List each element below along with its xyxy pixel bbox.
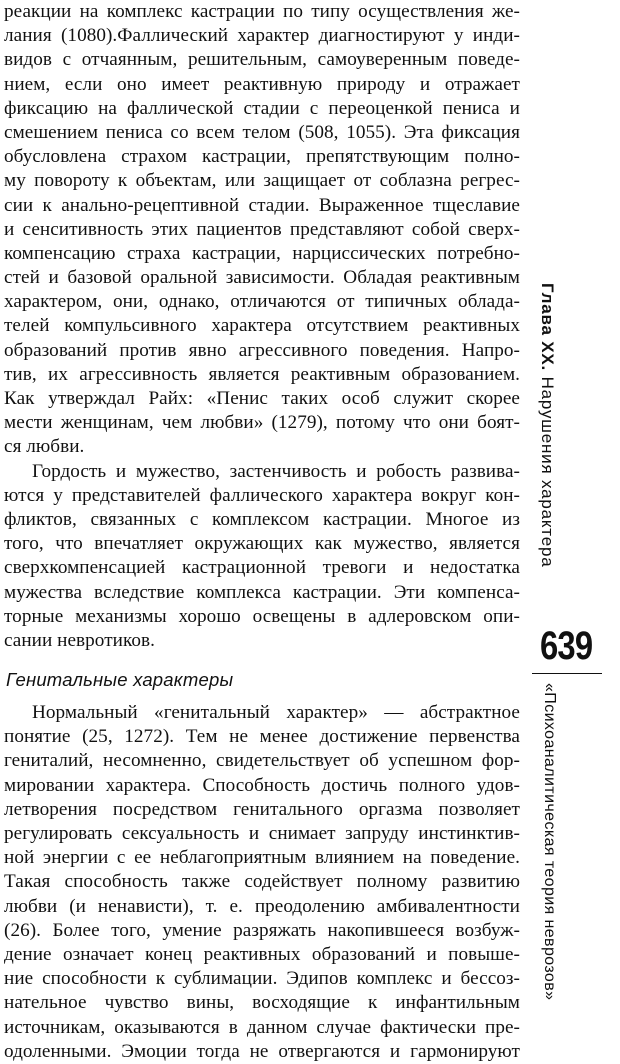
book-running-head [538,683,560,1001]
text-line: образований против явно агрессивного поведения. Напро- [4,339,520,361]
text-line: компенсацию страха кастрации, нарциссических потребно- [4,242,520,264]
paragraph-phallic-character [4,0,520,460]
text-line: видов с отчаянным, решительным, самоуверенным поведе- [4,49,520,71]
text-line: и сенситивность этих пациентов представляют собой сверх- [4,218,520,240]
text-line: смешением пениса со всем телом (508, 1055). Эта фиксация [4,121,520,143]
text-line: нием, если оно имеет реактивную природу и отражает [4,73,520,95]
text-line: сии к анально-рецептивной стадии. Выраженное тщеславие [4,194,520,216]
section-gap [4,653,520,667]
text-line: гениталий, несомненно, свидетельствует об успешном фор- [4,750,520,772]
paragraph-genital-character [4,701,520,1064]
text-line: сверхкомпенсацией кастрационной тревоги и недостатка [4,557,520,579]
chapter-running-head-text [536,283,558,567]
chapter-title: Нарушения характера [538,376,557,568]
text-line: телей компульсивного характера отсутствием реактивных [4,315,520,337]
book-title: «Психоаналитическая теория неврозов» [541,683,558,1001]
text-line: мести женщинам, чем любви» (1279), потому что они боят- [4,412,520,434]
text-line: понятие (25, 1272). Тем не менее достижение первенства [4,726,520,748]
text-line: фиксацию на фаллической стадии с переоценкой пениса и [4,97,520,119]
text-line: мужества вследствие комплекса кастрации. Эти компенса- [4,581,520,603]
text-line: ной энергии с ее неблагоприятным влиянием на поведение. [4,847,520,869]
text-line: любви (и ненависти), т. е. преодолению амбивалентности [4,895,520,917]
text-line: му повороту к объектам, или защищает от соблазна регрес- [4,170,520,192]
text-line: реакции на комплекс кастрации по типу осуществления же- [4,1,520,22]
text-line: одоленными. Эмоции тогда не отвергаются и гармонируют [4,1040,520,1062]
page-number: 639 [540,624,593,668]
text-line: ются у представителей фаллического характера вокруг кон- [4,484,520,506]
section-gap [4,693,520,701]
text-line: источникам, оказываются в данном случае фактически пре- [4,1016,520,1038]
text-line: сании невротиков. [4,629,155,651]
paragraph-pride-and-courage [4,460,520,654]
section-subheading: Генитальные характеры [6,669,234,691]
text-line: тив, их агрессивность является реактивным образованием. [4,363,520,385]
text-line: регулировать сексуальность и снимает запруду инстинктив- [4,823,520,844]
text-line: того, что впечатляет окружающих как мужество, является [4,533,520,555]
text-line: Такая способность также содействует полному развитию [4,871,520,893]
text-line: ся любви. [4,436,85,458]
text-line: фликтов, связанных с комплексом кастрации. Многое из [4,508,520,530]
page-number-rule [532,673,602,674]
main-text-column [4,0,520,1064]
text-line: лания (1080).Фаллический характер диагностируют у инди- [4,25,520,47]
text-line: Как утверждал Райх: «Пенис таких особ служит скорее [4,388,520,409]
chapter-label: Глава XX. [538,283,557,372]
text-line: стей и базовой оральной зависимости. Обладая реактивным [4,267,520,289]
chapter-running-head [536,283,558,613]
text-line: Гордость и мужество, застенчивость и робость развива- [32,460,520,482]
text-line: Нормальный «генитальный характер» — абстрактное [32,702,520,724]
text-line: торные механизмы хорошо освещены в адлеровском опи- [4,605,520,627]
text-line: ние способности к сублимации. Эдипов комплекс и бессоз- [4,968,520,990]
text-line: мировании характера. Способность достичь полного удов- [4,774,520,796]
text-line: дение означает конец реактивных образований и повыше- [4,943,520,965]
text-line: летворения посредством генитального оргазма позволяет [4,798,520,820]
text-line: характером, они, однако, отличаются от типичных облада- [4,291,520,313]
text-line: (26). Более того, умение разряжать накопившееся возбуж- [4,919,520,941]
text-line: нательное чувство вины, восходящие к инфантильным [4,992,520,1014]
text-line: обусловлена страхом кастрации, препятствующим полно- [4,146,520,168]
